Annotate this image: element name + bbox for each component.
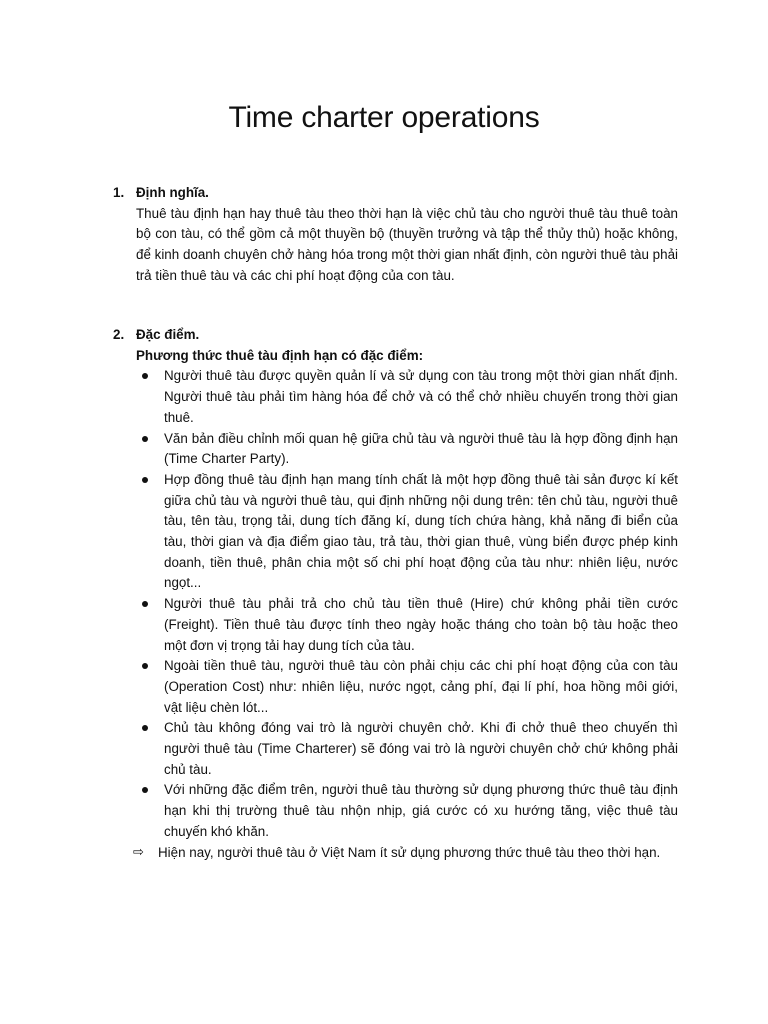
section-heading: [113, 325, 678, 346]
section-number: 1.: [113, 185, 125, 200]
list-item: [136, 470, 678, 594]
characteristics-list: [136, 366, 678, 842]
right-arrow-icon: ⇨: [133, 844, 144, 860]
list-item: [136, 718, 678, 780]
section-heading-text: Định nghĩa.: [136, 185, 209, 200]
list-item: [136, 780, 678, 842]
list-item-text: Với những đặc điểm trên, người thuê tàu thường sử dụng phương thức thuê tàu định hạn khi thị trường thuê tàu nhộn nhịp, giá cước có xu hướng tăng, việc thuê tàu chuyến khó khăn.: [164, 782, 678, 839]
conclusion-line: [113, 843, 678, 864]
section-number: 2.: [113, 327, 125, 342]
bullet-icon: [142, 436, 148, 442]
bullet-icon: [142, 477, 148, 483]
bullet-icon: [142, 725, 148, 731]
bullet-icon: [142, 601, 148, 607]
list-item-text: Người thuê tàu phải trả cho chủ tàu tiền thuê (Hire) chứ không phải tiền cước (Freight). Tiền thuê tàu được tính theo ngày hoặc tháng cho toàn bộ tàu hoặc theo một đơn vị trọng tải hay dung tích của tàu.: [164, 596, 678, 653]
list-item: [136, 594, 678, 656]
list-item-text: Người thuê tàu được quyền quản lí và sử dụng con tàu trong một thời gian nhất định. Người thuê tàu phải tìm hàng hóa để chở và có thể chở nhiều chuyến trong thời gian thuê.: [164, 368, 678, 425]
list-item: [136, 366, 678, 428]
section-heading: [113, 183, 678, 204]
definition-paragraph: Thuê tàu định hạn hay thuê tàu theo thời hạn là việc chủ tàu cho người thuê tàu thuê toàn bộ con tàu, có thể gồm cả một thuyền bộ (thuyền trưởng và tập thể thủy thủ) hoặc không, để kinh doanh chuyên chở hàng hóa trong một thời gian nhất định, còn người thuê tàu phải trả tiền thuê tàu và các chi phí hoạt động của con tàu.: [136, 205, 678, 283]
list-item-text: Hợp đồng thuê tàu định hạn mang tính chất là một hợp đồng thuê tài sản được kí kết giữa chủ tàu và người thuê tàu, qui định những nội dung trên: tên chủ tàu, người thuê tàu, tên tàu, trọng tải, dung tích đăng kí, dung tích chứa hàng, khả năng đi biển của tàu, thời gian và địa điểm giao tàu, trả tàu, thời gian thuê, vùng biển được phép kinh doanh, tiền thuê, phân chia một số chi phí hoạt động của tàu như: nhiên liệu, nước ngọt...: [164, 471, 678, 591]
list-item-text: Văn bản điều chỉnh mối quan hệ giữa chủ tàu và người thuê tàu là hợp đồng định hạn (Time Charter Party).: [164, 430, 678, 467]
list-item: [136, 429, 678, 470]
section-characteristics: [113, 325, 678, 863]
section-heading-text: Đặc điểm.: [136, 327, 200, 342]
list-item-text: Chủ tàu không đóng vai trò là người chuyên chở. Khi đi chở thuê theo chuyến thì người thuê tàu (Time Charterer) sẽ đóng vai trò là người chuyên chở chứ không phải chủ tàu.: [164, 720, 678, 777]
conclusion-text: Hiện nay, người thuê tàu ở Việt Nam ít sử dụng phương thức thuê tàu theo thời hạn.: [158, 844, 661, 860]
list-item-text: Ngoài tiền thuê tàu, người thuê tàu còn phải chịu các chi phí hoạt động của con tàu (Operation Cost) như: nhiên liệu, nước ngọt, cảng phí, đại lí phí, hoa hồng môi giới, vật liệu chèn lót...: [164, 658, 678, 715]
bullet-icon: [142, 373, 148, 379]
bullet-icon: [142, 663, 148, 669]
bullet-icon: [142, 787, 148, 793]
characteristics-subheading: Phương thức thuê tàu định hạn có đặc điểm:: [136, 347, 424, 363]
list-item: [136, 656, 678, 718]
section-definition: [113, 183, 678, 287]
document-title: Time charter operations: [228, 101, 540, 134]
